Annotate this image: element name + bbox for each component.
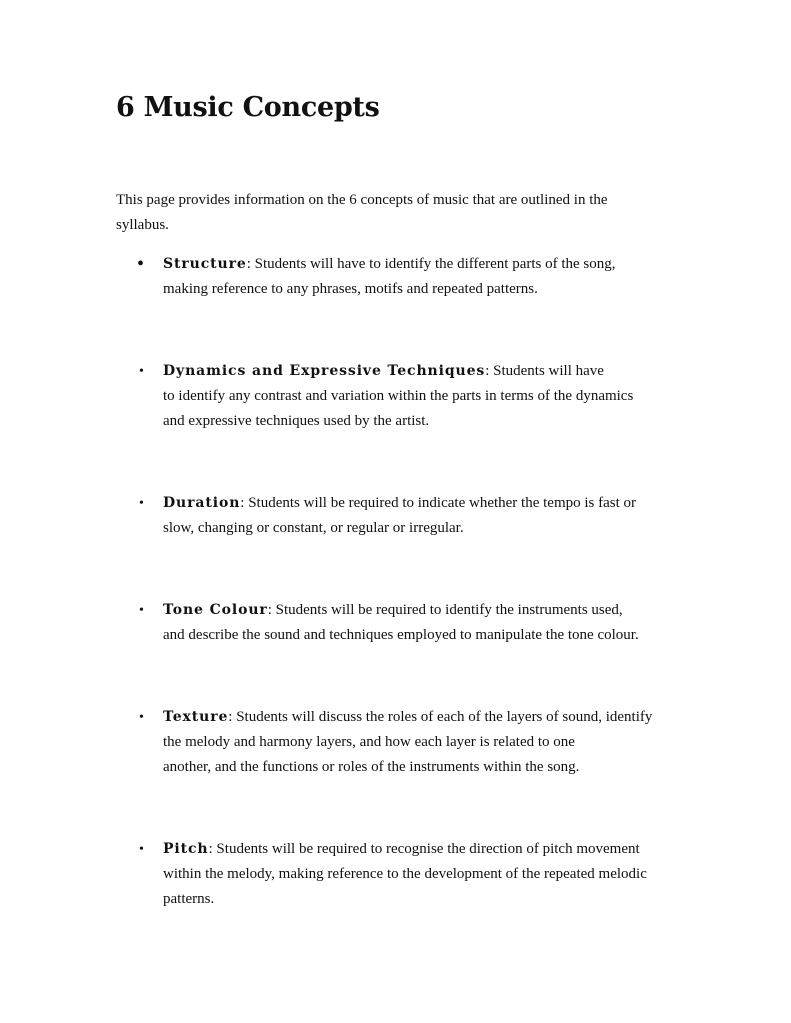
concept-item-dynamics [139, 359, 678, 434]
concept-description-line: another, and the functions or roles of the instruments within the song. [163, 759, 580, 775]
concept-description-line: making reference to any phrases, motifs and repeated patterns. [163, 281, 538, 297]
concept-description-line: patterns. [163, 891, 215, 907]
concept-description: : Students will be required to identify the instruments used, [267, 602, 623, 618]
concept-description: : Students will discuss the roles of each of the layers of sound, identify [228, 709, 653, 725]
concept-description: : Students will be required to indicate whether the tempo is fast or [240, 495, 637, 511]
bullet-icon: • [139, 603, 144, 618]
concept-item-tone-colour [139, 598, 678, 648]
concept-description: : Students will have [485, 363, 604, 379]
concept-description-line: within the melody, making reference to the development of the repeated melodic [163, 866, 647, 882]
concept-description: : Students will have to identify the different parts of the song, [246, 256, 616, 272]
intro-paragraph [116, 188, 656, 238]
concept-term: Texture [163, 709, 229, 725]
concept-description-line: to identify any contrast and variation within the parts in terms of the dynamics [163, 388, 634, 404]
concept-description-line: and expressive techniques used by the artist. [163, 413, 430, 429]
bullet-icon: • [139, 364, 144, 379]
concept-term: Duration [163, 495, 241, 511]
intro-line: syllabus. [116, 217, 169, 233]
concept-first-line [163, 598, 678, 623]
concept-description-line: and describe the sound and techniques employed to manipulate the tone colour. [163, 627, 639, 643]
concept-first-line [163, 837, 678, 862]
concept-term: Structure [163, 256, 247, 272]
concept-item-duration [139, 491, 678, 541]
bullet-icon: • [139, 842, 144, 857]
page-title: 6 Music Concepts [116, 92, 380, 123]
document-page [116, 88, 676, 907]
bullet-icon: • [137, 253, 145, 275]
concept-item-structure [137, 252, 678, 302]
concept-description-line: the melody and harmony layers, and how each layer is related to one [163, 734, 575, 750]
concept-term: Dynamics and Expressive Techniques [163, 363, 486, 379]
bullet-icon: • [139, 496, 144, 511]
concept-first-line [163, 705, 678, 730]
concept-item-pitch [139, 837, 678, 912]
concept-first-line [163, 491, 678, 516]
concept-item-texture [139, 705, 678, 780]
concept-first-line [163, 252, 678, 277]
concept-description: : Students will be required to recognise the direction of pitch movement [208, 841, 640, 857]
concept-term: Tone Colour [163, 602, 268, 618]
concept-description-line: slow, changing or constant, or regular or irregular. [163, 520, 464, 536]
concept-term: Pitch [163, 841, 209, 857]
bullet-icon: • [139, 710, 144, 725]
concept-first-line [163, 359, 678, 384]
intro-line: This page provides information on the 6 concepts of music that are outlined in the [116, 192, 608, 208]
